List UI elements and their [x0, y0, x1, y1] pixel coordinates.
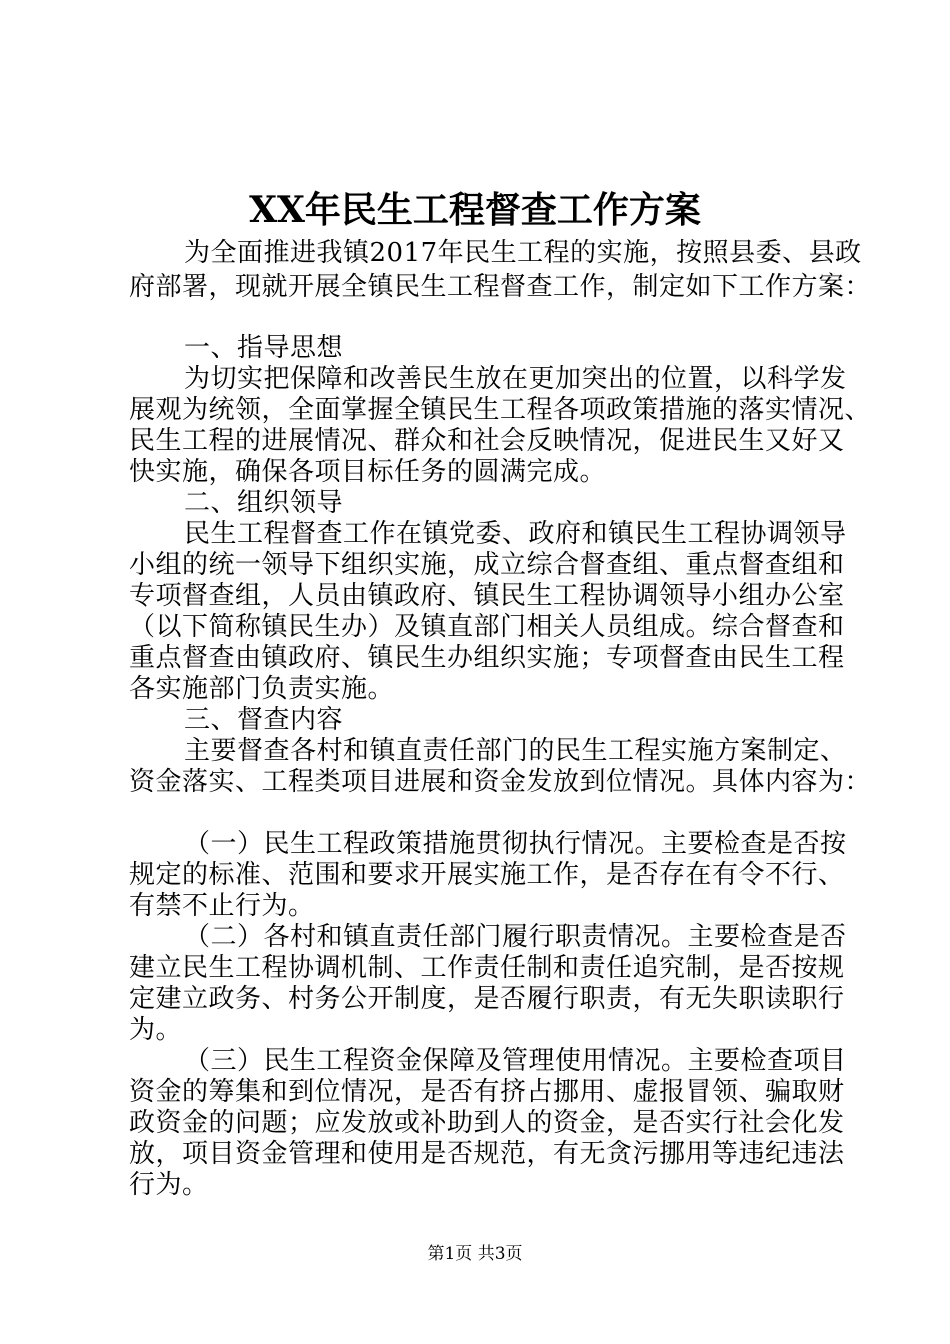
paragraph-line: 主要督查各村和镇直责任部门的民生工程实施方案制定、	[184, 736, 847, 766]
paragraph-line: 各实施部门负责实施。	[129, 674, 395, 704]
paragraph-line: 快实施，确保各项目标任务的圆满完成。	[129, 457, 607, 487]
paragraph-line: 民生工程督查工作在镇党委、政府和镇民生工程协调领导	[184, 519, 847, 549]
paragraph-line: 资金的筹集和到位情况，是否有挤占挪用、虚报冒领、骗取财	[129, 1077, 845, 1107]
paragraph-line: （以下简称镇民生办）及镇直部门相关人员组成。综合督查和	[129, 612, 845, 642]
document-title: XX年民生工程督查工作方案	[249, 189, 701, 231]
paragraph-line: （一）民生工程政策措施贯彻执行情况。主要检查是否按	[184, 829, 847, 859]
paragraph-line: 小组的统一领导下组织实施，成立综合督查组、重点督查组和	[129, 550, 845, 580]
paragraph-line: 有禁不止行为。	[129, 891, 315, 921]
paragraph-line: 资金落实、工程类项目进展和资金发放到位情况。具体内容为：	[129, 767, 872, 797]
paragraph-line: （二）各村和镇直责任部门履行职责情况。主要检查是否	[184, 922, 847, 952]
paragraph-line: 民生工程的进展情况、群众和社会反映情况，促进民生又好又	[129, 426, 845, 456]
paragraph-line: 府部署，现就开展全镇民生工程督查工作，制定如下工作方案：	[129, 272, 872, 302]
paragraph-line: 展观为统领，全面掌握全镇民生工程各项政策措施的落实情况、	[129, 395, 872, 425]
paragraph-line: （三）民生工程资金保障及管理使用情况。主要检查项目	[184, 1046, 847, 1076]
paragraph-line: 专项督查组，人员由镇政府、镇民生工程协调领导小组办公室	[129, 581, 845, 611]
paragraph-line: 定建立政务、村务公开制度，是否履行职责，有无失职读职行	[129, 984, 845, 1014]
section-heading: 一、指导思想	[184, 333, 344, 363]
paragraph-line: 为。	[129, 1015, 183, 1045]
paragraph-line: 为切实把保障和改善民生放在更加突出的位置，以科学发	[184, 364, 847, 394]
paragraph-line: 建立民生工程协调机制、工作责任制和责任追究制，是否按规	[129, 953, 845, 983]
page-footer: 第1页 共3页	[427, 1244, 523, 1264]
section-heading: 二、组织领导	[184, 488, 344, 518]
paragraph-line: 政资金的问题；应发放或补助到人的资金，是否实行社会化发	[129, 1108, 845, 1138]
paragraph-line: 行为。	[129, 1170, 209, 1200]
section-heading: 三、督查内容	[184, 705, 344, 735]
paragraph-line: 为全面推进我镇2017年民生工程的实施，按照县委、县政	[184, 238, 862, 268]
paragraph-line: 放，项目资金管理和使用是否规范，有无贪污挪用等违纪违法	[129, 1139, 845, 1169]
paragraph-line: 重点督查由镇政府、镇民生办组织实施；专项督查由民生工程	[129, 643, 845, 673]
paragraph-line: 规定的标准、范围和要求开展实施工作，是否存在有令不行、	[129, 860, 845, 890]
